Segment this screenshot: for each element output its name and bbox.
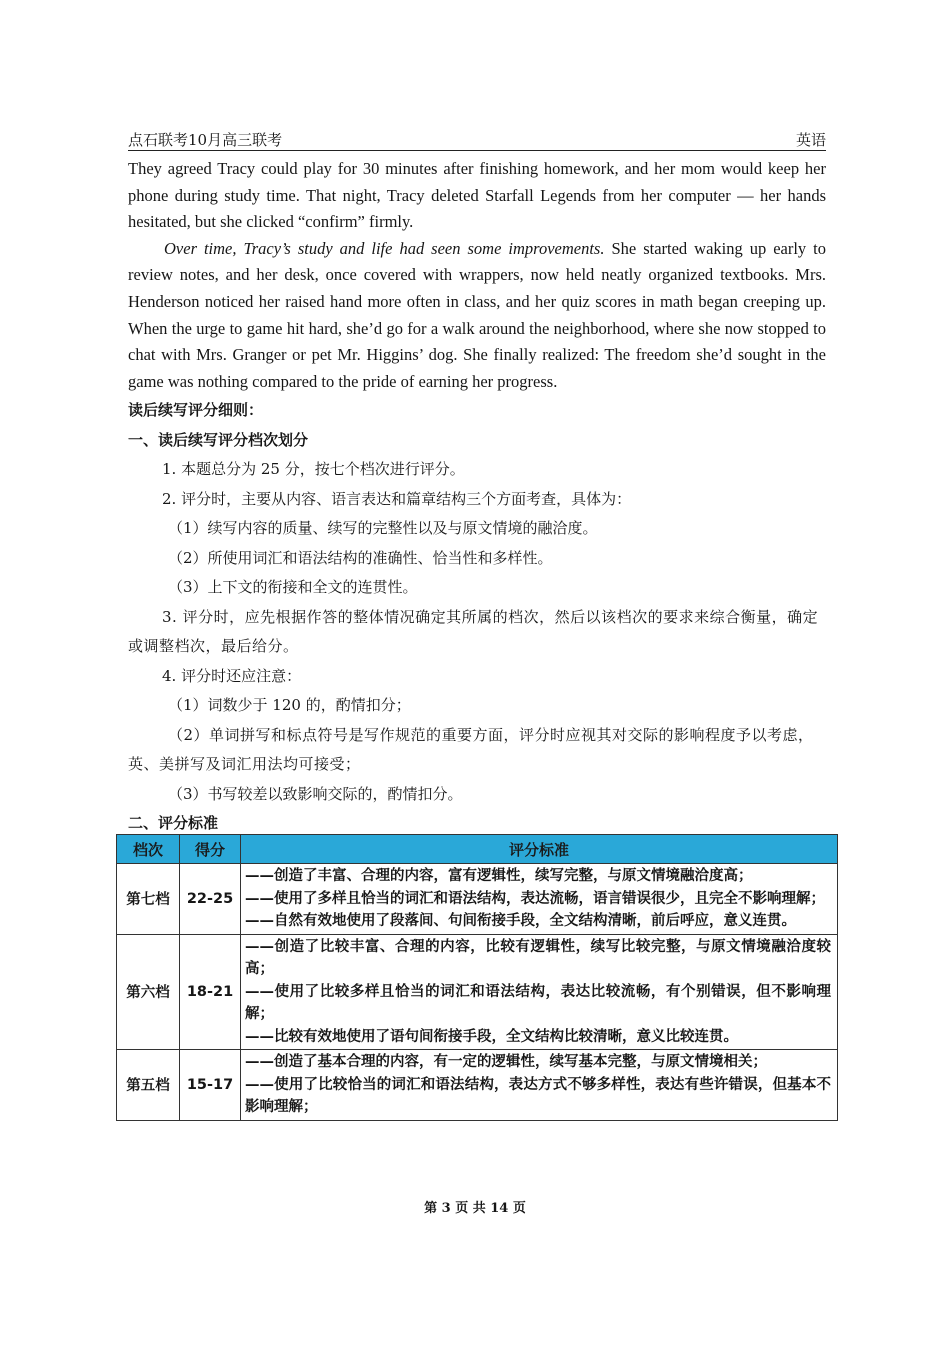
criterion: ——使用了多样且恰当的词汇和语法结构，表达流畅，语言错误很少，且完全不影响理解； [245, 890, 825, 907]
rule-subitem: （3）书写较差以致影响交际的，酌情扣分。 [168, 784, 463, 803]
rule-subitem: （3）上下文的衔接和全文的连贯性。 [168, 578, 418, 596]
criteria-cell [241, 1050, 838, 1121]
page-header [128, 130, 826, 151]
page-number: 第 3 页 共 14 页 [424, 1201, 526, 1216]
criterion: ——创造了丰富、合理的内容，富有逻辑性，续写完整，与原文情境融洽度高； [245, 868, 753, 884]
rule-subitem: （1）词数少于 120 的，酌情扣分； [168, 696, 411, 714]
scoring-table [116, 834, 838, 1121]
score-cell: 15-17 [180, 1050, 241, 1121]
scoring-rules [128, 396, 826, 839]
criterion: ——自然有效地使用了段落间、句间衔接手段，全文结构清晰，前后呼应，意义连贯。 [245, 913, 796, 929]
column-header: 档次 [117, 835, 180, 864]
criterion: ——使用了比较多样且恰当的词汇和语法结构，表达比较流畅，有个别错误，但不影响理解； [245, 983, 831, 1022]
table-header-row [117, 835, 838, 864]
score-cell: 22-25 [180, 864, 241, 935]
rules-title: 读后续写评分细则： [128, 401, 264, 419]
rule-item: 1. 本题总分为 25 分，按七个档次进行评分。 [162, 460, 465, 478]
criterion: ——创造了比较丰富、合理的内容，比较有逻辑性，续写比较完整，与原文情境融洽度较高； [245, 938, 831, 977]
level-cell: 第六档 [117, 934, 180, 1050]
level-cell: 第七档 [117, 864, 180, 935]
level-cell: 第五档 [117, 1050, 180, 1121]
criteria-cell [241, 934, 838, 1050]
criterion: ——使用了比较恰当的词汇和语法结构，表达方式不够多样性，表达有些许错误，但基本不影响理解； [245, 1076, 831, 1115]
criterion: ——比较有效地使用了语句间衔接手段，全文结构比较清晰，意义比较连贯。 [245, 1028, 738, 1045]
passage-text: She started waking up early to review notes, and her desk, once covered with wrappers, now held neatly organized textbooks. Mrs. Henderson noticed her raised hand more often in class, and her quiz scores in math began creeping up. When the urge to game hit hard, she’d go for a walk around the neighborhood, where she now stopped to chat with Mrs. Granger or pet Mr. Higgins’ dog. She finally realized: The freedom she’d sought in the game was nothing compared to the pride of earning her progress. [128, 238, 826, 391]
passage-italic-sentence: Over time, Tracy’s study and life had seen some improvements. [164, 238, 605, 258]
subject-label: 英语 [795, 131, 826, 149]
rule-item: 2. 评分时，主要从内容、语言表达和篇章结构三个方面考查，具体为： [162, 489, 632, 508]
column-header: 评分标准 [241, 835, 838, 864]
table-row [117, 1050, 838, 1121]
table-row [117, 864, 838, 935]
rule-subitem: （2）所使用词汇和语法结构的准确性、恰当性和多样性。 [168, 548, 553, 567]
story-passage [128, 156, 826, 395]
section-heading: 一、读后续写评分档次划分 [128, 430, 309, 449]
exam-name: 点石联考10月高三联考 [128, 131, 283, 149]
passage-paragraph [128, 236, 826, 396]
rule-item: 4. 评分时还应注意： [162, 666, 302, 685]
column-header: 得分 [180, 835, 241, 864]
table-row [117, 934, 838, 1050]
score-cell: 18-21 [180, 934, 241, 1050]
rule-item: 3. 评分时，应先根据作答的整体情况确定其所属的档次，然后以该档次的要求来综合衡量，确定或调整档次，最后给分。 [128, 607, 819, 655]
passage-paragraph: They agreed Tracy could play for 30 minutes after finishing homework, and her mom would keep her phone during study time. That night, Tracy deleted Starfall Legends from her computer — her hands hesitated, but she clicked “confirm” firmly. [128, 159, 826, 232]
rule-subitem: （1）续写内容的质量、续写的完整性以及与原文情境的融洽度。 [168, 519, 598, 537]
section-heading: 二、评分标准 [128, 814, 219, 832]
rule-subitem: （2）单词拼写和标点符号是写作规范的重要方面，评分时应视其对交际的影响程度予以考虑，英、美拼写及词汇用法均可接受； [128, 725, 814, 773]
criteria-cell [241, 864, 838, 935]
criterion: ——创造了基本合理的内容，有一定的逻辑性，续写基本完整，与原文情境相关； [245, 1054, 767, 1070]
